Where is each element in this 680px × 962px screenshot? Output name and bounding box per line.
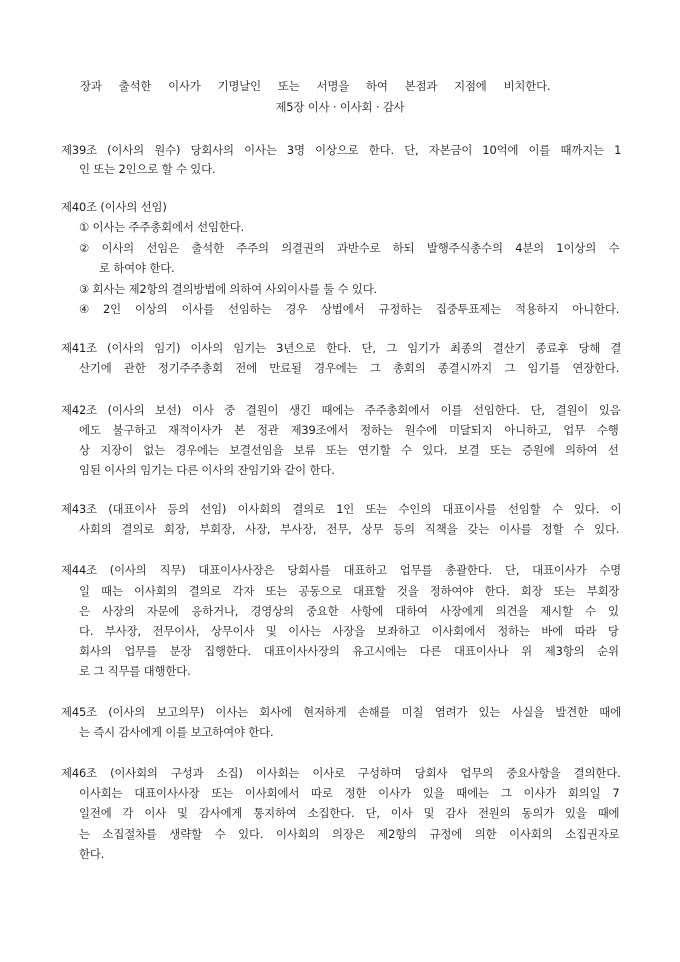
article-line: 이사회는 대표이사사장 또는 이사회에서 따로 정한 이사가 있을 때에는 그 이사가 회의일 7 — [79, 786, 620, 800]
intro-line: 장과 출석한 이사가 기명날인 또는 서명을 하여 본점과 지점에 비치한다. — [80, 79, 551, 93]
article-line: 은 사장의 자문에 응하거나, 경영상의 중요한 사항에 대하여 사장에게 의견을 제시할 수 있 — [79, 604, 619, 618]
article-line: 는 즉시 감사에게 이를 보고하여야 한다. — [79, 725, 274, 739]
article-line: 로 그 직무를 대행한다. — [79, 664, 191, 678]
article-item: ③ 회사는 제2항의 결의방법에 의하여 사외이사를 둘 수 있다. — [79, 282, 378, 296]
article-line: 회사의 업무를 분장 집행한다. 대표이사사장의 유고시에는 다른 대표이사나 위 제3항의 순위 — [79, 644, 619, 658]
chapter-title: 제5장 이사 · 이사회 · 감사 — [275, 100, 405, 114]
article-line: 산기에 관한 정기주주총회 전에 만료될 경우에는 그 총회의 종결시까지 그 임기를 연장한다. — [79, 361, 620, 375]
article-line: 다. 부사장, 전무이사, 상무이사 및 이사는 사장을 보좌하고 이사회에서 정하는 바에 따라 당 — [79, 624, 619, 638]
article-line: 임된 이사의 임기는 다른 이사의 잔임기와 같이 한다. — [79, 463, 335, 477]
article-line: 한다. — [79, 847, 105, 861]
article-line: 사회의 결의로 회장, 부회장, 사장, 부사장, 전무, 상무 등의 직책을 갖는 이사를 정할 수 있다. — [79, 522, 620, 536]
article-line: 제42조 (이사의 보선) 이사 중 결원이 생긴 때에는 주주총회에서 이를 선임한다. 단, 결원이 있음 — [61, 403, 621, 417]
article-line: 제45조 (이사의 보고의무) 이사는 회사에 현저하게 손해를 미칠 염려가 있는 사실을 발견한 때에 — [61, 705, 622, 719]
article-item: ① 이사는 주주총회에서 선임한다. — [79, 220, 245, 234]
article-item: ② 이사의 선임은 출석한 주주의 의결권의 과반수로 하되 발행주식총수의 4분의 1이상의 수 — [79, 241, 620, 255]
article-title: 제40조 (이사의 선임) — [61, 200, 167, 214]
article-line: 일 때는 이사회의 결의로 각자 또는 공동으로 대표할 것을 정하여야 한다. 회장 또는 부회장 — [79, 584, 620, 598]
article-line: 제39조 (이사의 원수) 당회사의 이사는 3명 이상으로 한다. 단, 자본금이 10억에 이를 때까지는 1 — [61, 143, 622, 157]
article-item: 로 하여야 한다. — [99, 261, 175, 275]
article-line: 일전에 각 이사 및 감사에게 통지하여 소집한다. 단, 이사 및 감사 전원의 동의가 있을 때에 — [79, 806, 620, 820]
article-line: 에도 불구하고 재적이사가 본 정관 제39조에서 정하는 원수에 미달되지 아니하고, 업무 수행 — [79, 423, 619, 437]
article-line: 상 지장이 없는 경우에는 보결선임을 보류 또는 연기할 수 있다. 보결 또는 증원에 의하여 선 — [79, 443, 619, 457]
article-line: 는 소집절차를 생략할 수 있다. 이사회의 의장은 제2항의 규정에 의한 이사회의 소집권자로 — [79, 827, 620, 841]
article-item: ④ 2인 이상의 이사를 선임하는 경우 상법에서 규정하는 집중투표제는 적용하지 아니한다. — [79, 302, 620, 316]
article-line: 제44조 (이사의 직무) 대표이사사장은 당회사를 대표하고 업무를 총괄한다. 단, 대표이사가 수명 — [61, 563, 622, 577]
article-line: 제43조 (대표이사 등의 선임) 이사회의 결의로 1인 또는 수인의 대표이사를 선임할 수 있다. 이 — [61, 502, 622, 516]
article-line: 인 또는 2인으로 할 수 있다. — [79, 162, 216, 176]
article-line: 제46조 (이사회의 구성과 소집) 이사회는 이사로 구성하며 당회사 업무의 중요사항을 결의한다. — [61, 766, 621, 780]
article-line: 제41조 (이사의 임기) 이사의 임기는 3년으로 한다. 단, 그 임기가 최종의 결산기 종료후 당해 결 — [61, 341, 622, 355]
